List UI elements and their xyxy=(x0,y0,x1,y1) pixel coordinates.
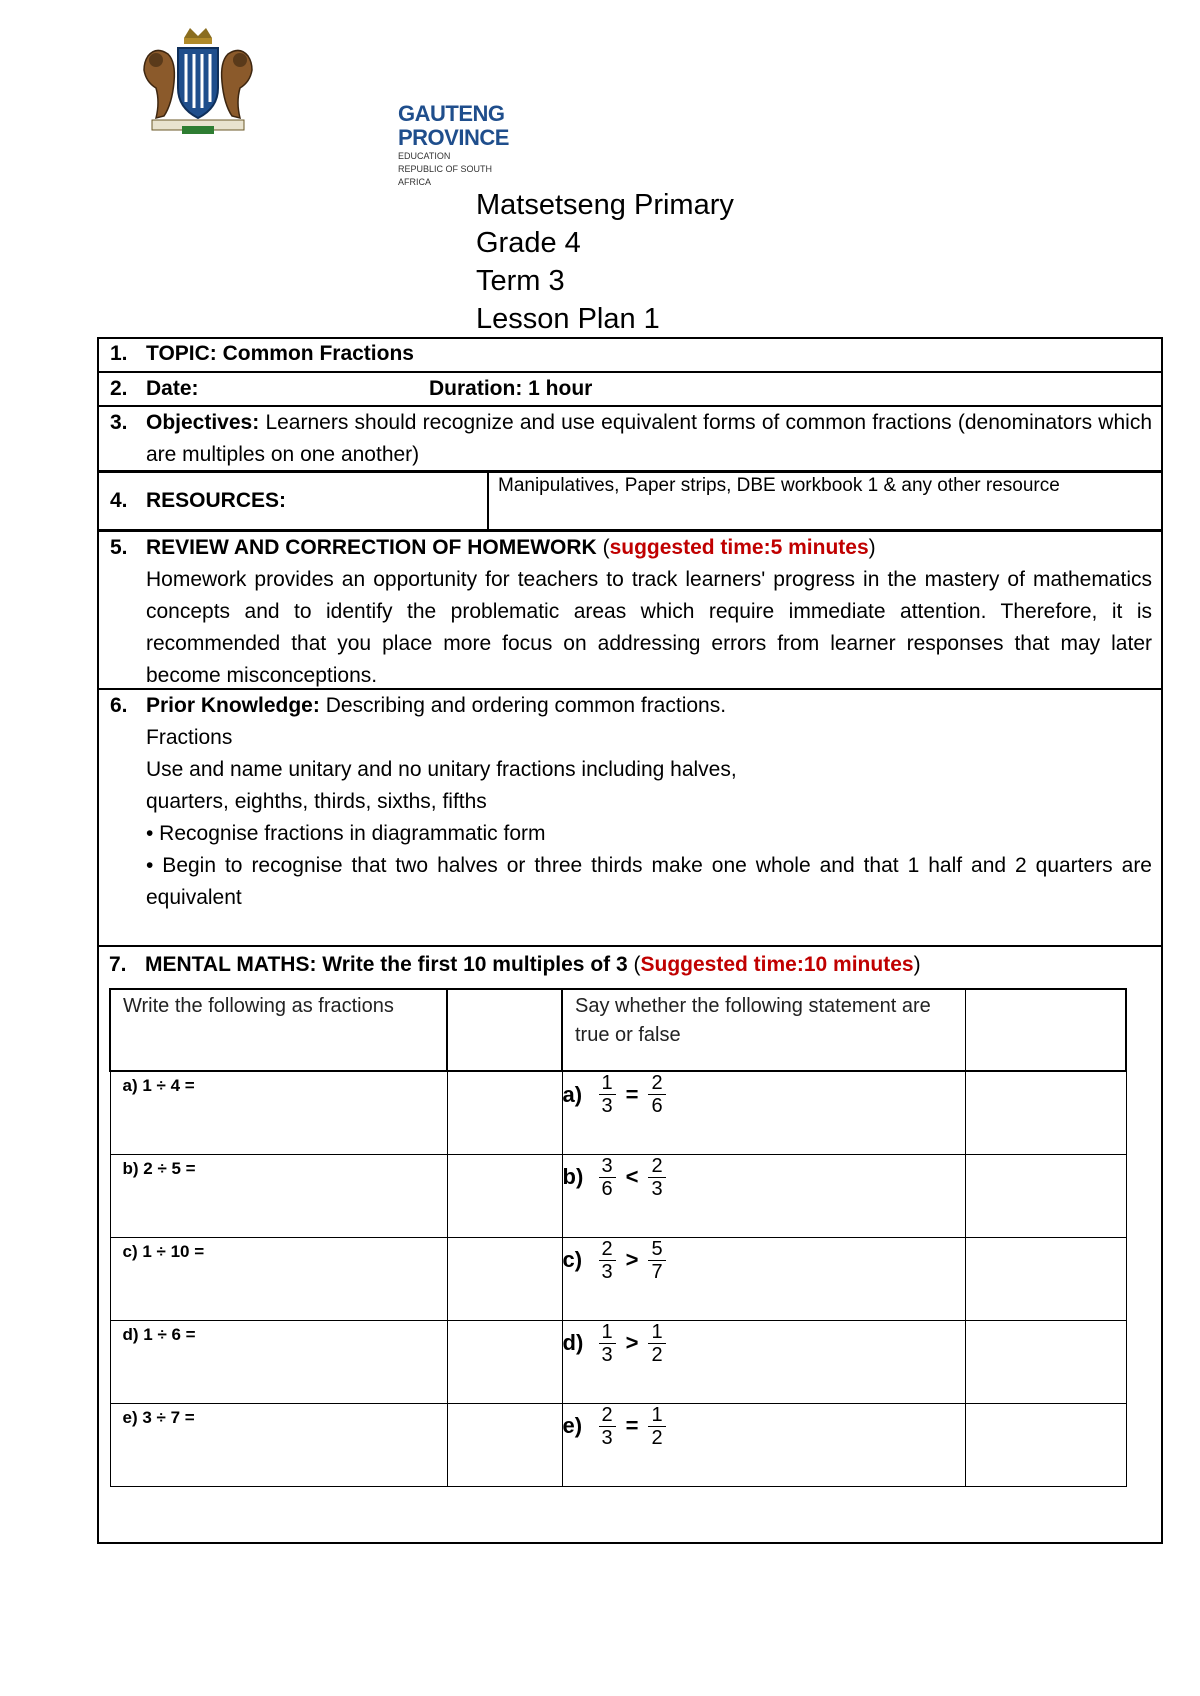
prior-bullet: • Begin to recognise that two halves or three thirds make one whole and that 1 half and 2 quarters are equivalent xyxy=(146,854,1152,909)
statement-label: e) xyxy=(562,1413,583,1438)
answer-header-cell xyxy=(447,989,562,1071)
operator: > xyxy=(625,1247,639,1272)
mental-maths-table xyxy=(109,988,1127,1487)
fraction: $\frac{2}{3}$ xyxy=(648,1155,665,1200)
table-row xyxy=(110,1320,1126,1403)
answer-cell[interactable] xyxy=(447,1320,562,1403)
statement-label: d) xyxy=(562,1330,584,1355)
resources-text: Manipulatives, Paper strips, DBE workbook 1 & any other resource xyxy=(498,475,1060,496)
prior-line: Fractions xyxy=(146,726,233,749)
mental-label: MENTAL MATHS: Write the first 10 multiples of 3 xyxy=(145,953,628,976)
fraction: $\frac{2}{3}$ xyxy=(599,1404,616,1449)
grade-label: Grade 4 xyxy=(476,227,581,259)
resources-row xyxy=(97,471,1163,531)
term-label: Term 3 xyxy=(476,265,565,297)
homework-open-paren: ( xyxy=(602,536,610,559)
objectives-label: Objectives: xyxy=(146,411,260,434)
prior-intro: Describing and ordering common fractions. xyxy=(325,694,727,717)
objectives-text: Learners should recognize and use equivalent forms of common fractions (denominators which are multiples on one another) xyxy=(146,411,1152,466)
homework-num: 5. xyxy=(110,536,128,559)
topic-label: TOPIC: Common Fractions xyxy=(146,342,414,365)
mental-num: 7. xyxy=(109,953,127,976)
statement-label: b) xyxy=(562,1164,584,1189)
answer-cell[interactable] xyxy=(447,1403,562,1486)
logo-line-country: REPUBLIC OF SOUTH AFRICA xyxy=(398,164,493,187)
operator: = xyxy=(625,1081,639,1107)
statement-label: a) xyxy=(562,1081,583,1107)
answer-cell[interactable] xyxy=(965,1320,1126,1403)
header-cell xyxy=(110,989,447,1071)
homework-row xyxy=(97,531,1163,689)
logo-line-education: EDUCATION xyxy=(398,151,451,161)
fraction: $\frac{2}{6}$ xyxy=(648,1072,665,1117)
homework-suggested-time: suggested time:5 minutes xyxy=(609,536,869,559)
table-row xyxy=(110,1071,1126,1154)
logo-title: GAUTENG PROVINCE xyxy=(398,101,509,150)
question-e: e) 3 ÷ 7 = xyxy=(122,1407,195,1427)
homework-label: REVIEW AND CORRECTION OF HOMEWORK xyxy=(146,536,597,559)
mental-open-paren: ( xyxy=(633,953,641,976)
answer-header-cell xyxy=(965,989,1126,1071)
fraction: $\frac{2}{3}$ xyxy=(599,1238,616,1283)
gauteng-logo xyxy=(138,26,509,187)
operator: > xyxy=(625,1330,639,1355)
operator: < xyxy=(625,1164,639,1189)
question-c: c) 1 ÷ 10 = xyxy=(122,1241,205,1261)
question-a: a) 1 ÷ 4 = xyxy=(122,1076,195,1095)
fraction: $\frac{1}{2}$ xyxy=(648,1321,665,1366)
answer-cell[interactable] xyxy=(965,1154,1126,1237)
table-row xyxy=(110,1154,1126,1237)
answer-cell[interactable] xyxy=(447,1071,562,1154)
statement-d xyxy=(563,1321,965,1366)
title-block xyxy=(476,186,734,338)
mental-close-paren: ) xyxy=(913,953,921,976)
prior-label: Prior Knowledge: xyxy=(146,694,320,717)
statement-b xyxy=(563,1155,965,1200)
fraction: $\frac{5}{7}$ xyxy=(648,1238,665,1283)
table-header-row xyxy=(110,989,1126,1071)
table-row xyxy=(110,1403,1126,1486)
resources-num: 4. xyxy=(110,489,128,512)
col1-header: Write the following as fractions xyxy=(123,995,394,1017)
school-name: Matsetseng Primary xyxy=(476,189,734,221)
prior-num: 6. xyxy=(110,694,128,717)
header-cell xyxy=(562,989,965,1071)
prior-line: Use and name unitary and no unitary fractions including halves, xyxy=(146,758,737,781)
lesson-label: Lesson Plan 1 xyxy=(476,303,660,335)
fraction: $\frac{1}{3}$ xyxy=(599,1072,616,1117)
prior-lines xyxy=(146,722,1152,914)
question-b: b) 2 ÷ 5 = xyxy=(122,1158,196,1178)
statement-c xyxy=(563,1238,965,1283)
date-label: Date: xyxy=(146,377,199,400)
statement-e xyxy=(563,1404,965,1449)
prior-line: quarters, eighths, thirds, sixths, fifths xyxy=(146,790,487,813)
answer-cell[interactable] xyxy=(447,1237,562,1320)
date-num: 2. xyxy=(110,377,128,400)
duration-label: Duration: 1 hour xyxy=(429,377,593,400)
fraction: $\frac{1}{2}$ xyxy=(648,1404,665,1449)
coat-of-arms-icon xyxy=(138,26,258,138)
topic-row xyxy=(97,337,1163,372)
homework-close-paren: ) xyxy=(868,536,876,559)
col3-header: Say whether the following statement are true or false xyxy=(575,995,931,1046)
objectives-num: 3. xyxy=(110,411,128,434)
prior-knowledge-row xyxy=(97,689,1163,947)
prior-bullet: • Recognise fractions in diagrammatic form xyxy=(146,822,546,845)
topic-num: 1. xyxy=(110,342,128,365)
statement-a xyxy=(563,1072,965,1117)
fraction: $\frac{3}{6}$ xyxy=(599,1155,616,1200)
homework-text: Homework provides an opportunity for teachers to track learners' progress in the mastery of mathematics concepts and to identify the problematic areas which require immediate attention. Therefore, it is recommended that you place more focus on addressing errors from learner responses that may later become misconceptions. xyxy=(146,568,1152,687)
answer-cell[interactable] xyxy=(965,1071,1126,1154)
mental-maths-row xyxy=(97,947,1163,987)
mental-suggested-time: Suggested time:10 minutes xyxy=(640,953,914,976)
operator: = xyxy=(625,1413,639,1438)
fraction: $\frac{1}{3}$ xyxy=(599,1321,616,1366)
date-row xyxy=(97,372,1163,406)
answer-cell[interactable] xyxy=(447,1154,562,1237)
answer-cell[interactable] xyxy=(965,1237,1126,1320)
resources-label: RESOURCES: xyxy=(146,489,287,512)
answer-cell[interactable] xyxy=(965,1403,1126,1486)
statement-label: c) xyxy=(562,1247,583,1272)
table-row xyxy=(110,1237,1126,1320)
question-d: d) 1 ÷ 6 = xyxy=(122,1324,196,1344)
objectives-row xyxy=(97,406,1163,471)
